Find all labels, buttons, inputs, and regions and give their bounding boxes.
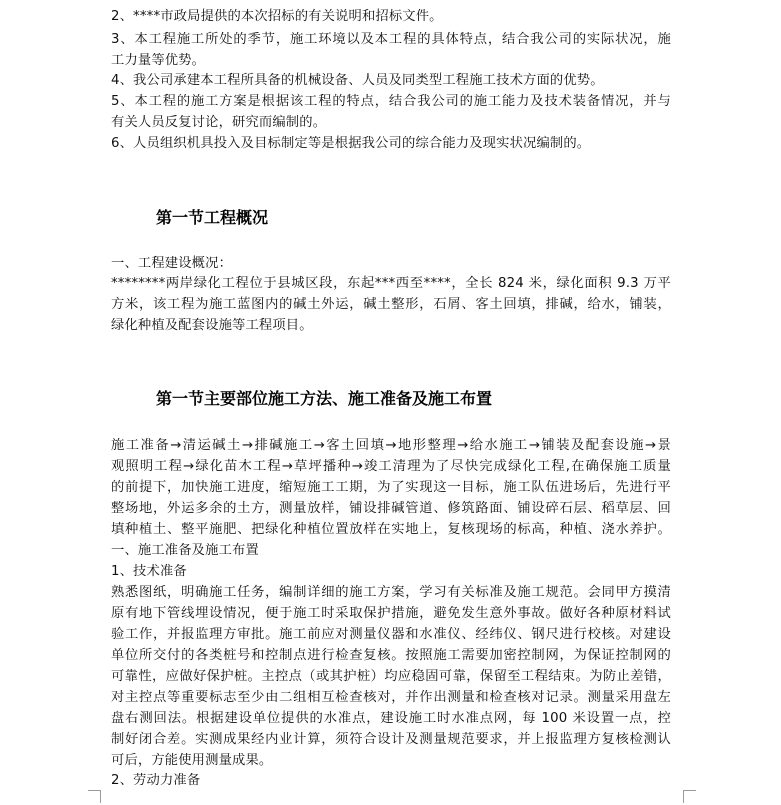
tech-line-5: 可靠性，应做好保护桩。主控点（或其护桩）均应稳固可靠，保留至工程结束。为防止差错， — [111, 669, 671, 684]
flow-line-1: 施工准备→清运碱土→排碱施工→客土回填→地形整理→给水施工→铺装及配套设施→景 — [111, 438, 671, 453]
tech-line-7: 盘右测回法。根据建设单位提供的水准点，建设施工时水准点网，每 100 米设置一点，控 — [111, 711, 671, 726]
intro-item-3-cont: 工力量等优势。 — [111, 53, 206, 68]
flow-line-3: 的前提下，加快施工进度，缩短施工工期，为了实现这一目标，施工队伍进场后，先进行平 — [111, 480, 671, 495]
intro-item-5-cont: 有关人员反复讨论，研究而编制的。 — [111, 115, 327, 130]
intro-item-5: 5、本工程的施工方案是根据该工程的特点，结合我公司的施工能力及技术装备情况，并与 — [111, 94, 671, 109]
tech-line-2: 原有地下管线埋设情况，便于施工时采取保护措施，避免发生意外事故。做好各种原材料试 — [111, 606, 671, 621]
overview-line-1: ********两岸绿化工程位于县城区段，东起***西至****，全长 824 米，绿化面积 9.3 万平 — [111, 276, 671, 291]
flow-line-2: 观照明工程→绿化苗木工程→草坪播种→竣工清理为了尽快完成绿化工程,在确保施工质量 — [111, 459, 671, 474]
tech-line-8: 制好闭合差。实测成果经内业计算，须符合设计及测量规范要求，并上报监理方复核检测认 — [111, 732, 671, 747]
tech-line-3: 验工作，并报监理方审批。施工前应对测量仪器和水准仪、经纬仪、钢尺进行校核。对建设 — [111, 627, 671, 642]
flow-line-5: 填种植土、整平施肥、把绿化种植位置放样在实地上，复核现场的标高，种植、浇水养护。 — [111, 522, 671, 537]
intro-item-4: 4、我公司承建本工程所具备的机械设备、人员及同类型工程施工技术方面的优势。 — [111, 73, 604, 88]
overview-line-2: 方米，该工程为施工蓝图内的碱土外运，碱土整形，石屑、客土回填，排碱，给水，铺装， — [111, 297, 671, 312]
section-heading-construction-methods: 第一节主要部位施工方法、施工准备及施工布置 — [156, 389, 493, 408]
intro-item-3: 3、本工程施工所处的季节，施工环境以及本工程的具体特点，结合我公司的实际状况，施 — [111, 32, 671, 47]
subheading-technical-preparation: 1、技术准备 — [111, 564, 187, 579]
subheading-labor-preparation: 2、劳动力准备 — [111, 773, 201, 788]
intro-item-2: 2、****市政局提供的本次招标的有关说明和招标文件。 — [111, 9, 443, 24]
tech-line-6: 对主控点等重要标志至少由二组相互检查核对，并作出测量和检查核对记录。测量采用盘左 — [111, 690, 671, 705]
margin-corner-bottom-left — [88, 790, 101, 803]
flow-line-4: 整场地，外运多余的土方，测量放样，铺设排碱管道、修筑路面、铺设碎石层、稻草层、回 — [111, 501, 671, 516]
margin-corner-bottom-right — [683, 790, 696, 803]
tech-line-4: 单位所交付的各类桩号和控制点进行检查复核。按照施工需要加密控制网，为保证控制网的 — [111, 648, 671, 663]
subheading-preparation-layout: 一、施工准备及施工布置 — [111, 543, 259, 558]
tech-line-1: 熟悉图纸，明确施工任务，编制详细的施工方案，学习有关标准及施工规范。会同甲方摸清 — [111, 585, 671, 600]
section-heading-project-overview: 第一节工程概况 — [156, 208, 269, 227]
intro-item-6: 6、人员组织机具投入及目标制定等是根据我公司的综合能力及现实状况编制的。 — [111, 136, 591, 151]
tech-line-9: 可后，方能使用测量成果。 — [111, 753, 273, 768]
subheading-construction-overview: 一、工程建设概况： — [111, 256, 233, 271]
overview-line-3: 绿化种植及配套设施等工程项目。 — [111, 318, 313, 333]
